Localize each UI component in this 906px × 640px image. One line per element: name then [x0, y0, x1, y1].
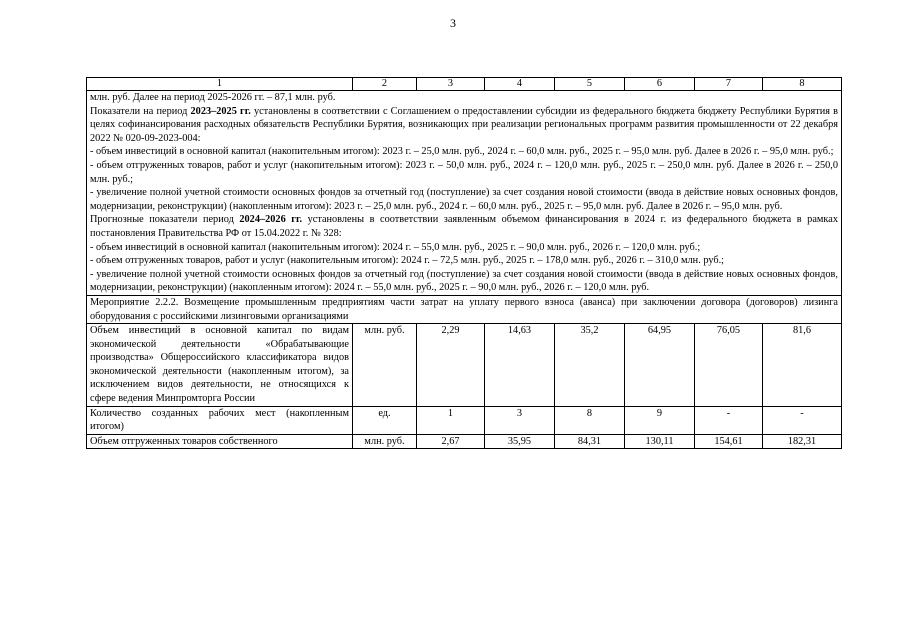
paragraph-shipped-goods-2023: - объем отгруженных товаров, работ и услуг (накопительным итогом): 2023 г. – 50,0 млн. руб., 2024 г. – 120,0 млн. руб., 2025 г. – 250,0 млн. руб. Далее в 2026 г. – 250,0 млн. руб.; — [90, 159, 838, 185]
paragraph-investments-2023: - объем инвестиций в основной капитал (накопительным итогом): 2023 г. – 25,0 млн. руб., 2024 г. – 60,0 млн. руб., 2025 г. – 95,0 млн. руб. Далее в 2026 г. – 95,0 млн. руб.; — [90, 146, 834, 158]
indicator-unit: млн. руб. — [353, 324, 417, 407]
column-header-3: 3 — [417, 78, 485, 91]
indicator-value: 76,05 — [695, 324, 763, 407]
column-header-2: 2 — [353, 78, 417, 91]
paragraph-fixed-assets-2024: - увеличение полной учетной стоимости основных фондов за отчетный год (поступление) за счет создания новой стоимости (ввода в действие новых основных фондов, модернизации, реконструкции) (накопленным итогом): 2024 г. – 55,0 млн. руб., 2025 г. – 90,0 млн. руб., 2026 г. – 120,0 млн. руб. — [90, 268, 838, 294]
indicator-value: 35,2 — [555, 324, 625, 407]
indicator-value: - — [763, 406, 842, 434]
indicator-value: 64,95 — [625, 324, 695, 407]
indicator-value: 81,6 — [763, 324, 842, 407]
paragraph-investments-2024: - объем инвестиций в основной капитал (накопительным итогом): 2024 г. – 55,0 млн. руб., 2025 г. – 90,0 млн. руб., 2026 г. – 120,0 млн. руб.; — [90, 241, 701, 253]
indicator-unit: млн. руб. — [353, 434, 417, 449]
page-number: 3 — [450, 16, 456, 30]
column-header-6: 6 — [625, 78, 695, 91]
measure-row — [87, 295, 842, 323]
column-header-4: 4 — [485, 78, 555, 91]
period-2023-2025: 2023–2025 гг. — [190, 105, 251, 117]
indicators-description-cell — [87, 91, 842, 296]
indicator-name: Объем отгруженных товаров собственного — [87, 434, 353, 449]
indicator-value: 130,11 — [625, 434, 695, 449]
paragraph-shipped-goods-2024: - объем отгруженных товаров, работ и услуг (накопительным итогом): 2024 г. – 72,5 млн. руб., 2025 г. – 178,0 млн. руб., 2026 г. – 310,0 млн. руб.; — [90, 255, 725, 267]
column-header-8: 8 — [763, 78, 842, 91]
paragraph-fixed-assets-2023: - увеличение полной учетной стоимости основных фондов за отчетный год (поступление) за счет создания новой стоимости (ввода в действие новых основных фондов, модернизации, реконструкции) (накопленным итогом): 2023 г. – 25,0 млн. руб., 2024 г. – 60,0 млн. руб., 2025 г. – 95,0 млн. руб. Далее в 2026 г. – 95,0 млн. руб. — [90, 187, 838, 212]
paragraph-carryover: млн. руб. Далее на период 2025-2026 гг. – 87,1 млн. руб. — [90, 92, 336, 103]
column-header-5: 5 — [555, 78, 625, 91]
indicator-value: - — [695, 406, 763, 434]
indicator-value: 2,29 — [417, 324, 485, 407]
program-indicators-table — [86, 77, 842, 449]
table-row — [87, 406, 842, 434]
indicator-value: 35,95 — [485, 434, 555, 449]
indicator-value: 8 — [555, 406, 625, 434]
indicator-value: 14,63 — [485, 324, 555, 407]
column-number-row — [87, 78, 842, 91]
period-2024-2026: 2024–2026 гг. — [239, 214, 303, 226]
column-header-1: 1 — [87, 78, 353, 91]
indicator-name: Количество созданных рабочих мест (накопленным итогом) — [87, 406, 353, 434]
table-row — [87, 324, 842, 407]
paragraph-indicators-2023-2025: Показатели на период 2023–2025 гг. установлены в соответствии с Соглашением о предоставлении субсидии из федерального бюджета бюджету Республики Бурятия в целях софинансирования расходных обязательств Республики Бурятия, возникающих при реализации региональных программ развития промышленности от 22 декабря 2022 № 020-09-2023-004: — [90, 105, 838, 144]
indicator-value: 9 — [625, 406, 695, 434]
indicator-value: 3 — [485, 406, 555, 434]
indicator-unit: ед. — [353, 406, 417, 434]
indicator-value: 84,31 — [555, 434, 625, 449]
text-block-row — [87, 91, 842, 296]
indicator-value: 1 — [417, 406, 485, 434]
indicator-value: 2,67 — [417, 434, 485, 449]
column-header-7: 7 — [695, 78, 763, 91]
indicator-name: Объем инвестиций в основной капитал по видам экономической деятельности «Обрабатывающие производства» Общероссийского классификатора видов экономической деятельности (накопленным итогом), за исключением видов деятельности, не относящихся к сфере ведения Минпромторга России — [87, 324, 353, 407]
measure-title-cell: Мероприятие 2.2.2. Возмещение промышленным предприятиям части затрат на уплату первого взноса (аванса) при заключении договора (договоров) лизинга оборудования с российскими лизинговыми организациями — [87, 295, 842, 323]
indicator-value: 154,61 — [695, 434, 763, 449]
indicator-value: 182,31 — [763, 434, 842, 449]
paragraph-forecast-2024-2026: Прогнозные показатели период 2024–2026 гг. установлены в соответствии заявленным объемом финансирования в 2024 г. из федерального бюджета в рамках постановления Правительства РФ от 15.04.2022 г. № 328: — [90, 214, 838, 239]
table-row — [87, 434, 842, 449]
